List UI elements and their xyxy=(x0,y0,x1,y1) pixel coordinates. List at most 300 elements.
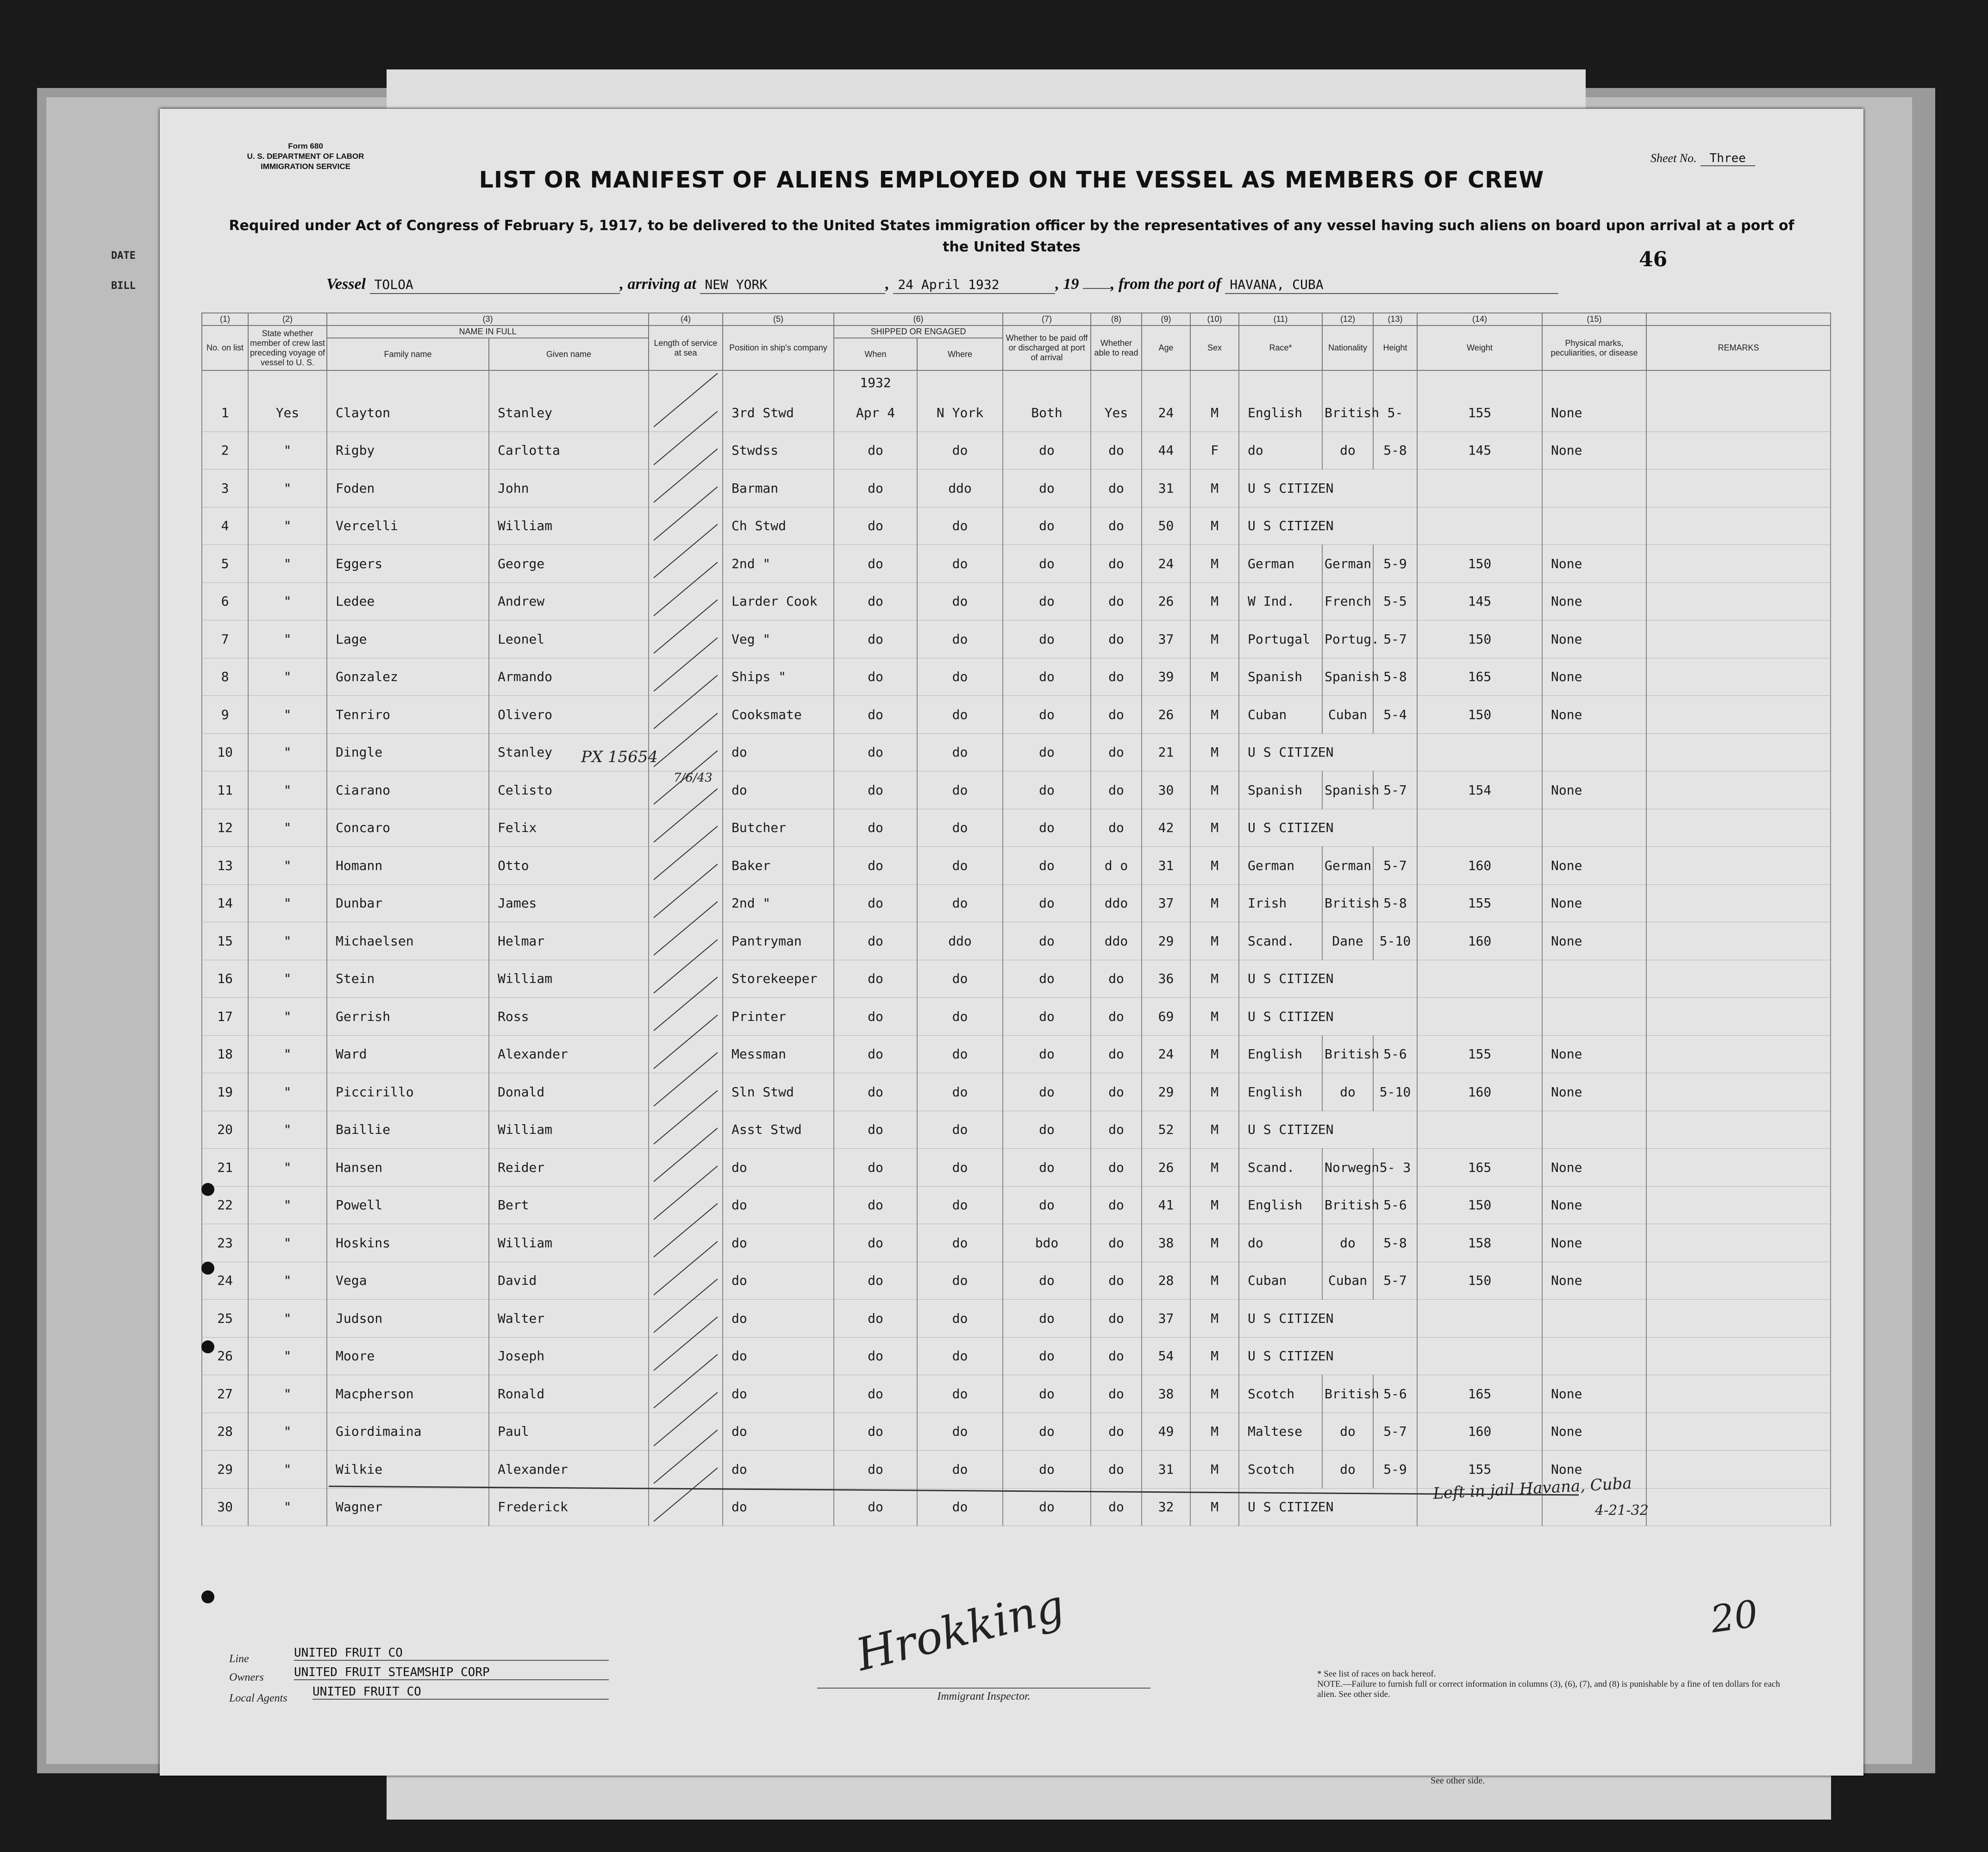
prior-voyage-cell: " xyxy=(248,582,327,620)
given-name-cell: Celisto xyxy=(489,771,649,809)
list-number-cell: 10 xyxy=(202,733,248,771)
crew-row xyxy=(202,1375,1831,1413)
nationality-cell: Norwegn xyxy=(1322,1149,1373,1187)
physical-marks-cell xyxy=(1542,960,1646,998)
weight-cell: 150 xyxy=(1417,545,1542,583)
list-number-cell: 18 xyxy=(202,1035,248,1073)
position-cell: do xyxy=(723,771,834,809)
crew-row xyxy=(202,1224,1831,1262)
crew-row xyxy=(202,620,1831,658)
prior-voyage-cell: " xyxy=(248,998,327,1036)
agents-label: Local Agents xyxy=(229,1692,288,1704)
punch-hole xyxy=(201,1590,214,1603)
shipped-when-cell: do xyxy=(834,620,917,658)
prior-voyage-cell: " xyxy=(248,1224,327,1262)
sex-cell: M xyxy=(1190,582,1239,620)
position-cell: do xyxy=(723,1186,834,1224)
page-subtitle: Required under Act of Congress of February 5, 1917, to be delivered to the United States immigration officer by the representatives of any vessel having such aliens on board upon arrival at a port of the United States xyxy=(229,218,1794,255)
length-of-service-cell xyxy=(649,1224,723,1262)
crew-row xyxy=(202,432,1831,469)
crew-row xyxy=(202,922,1831,960)
col-shipped-header: SHIPPED OR ENGAGED xyxy=(834,325,1003,338)
age-cell: 24 xyxy=(1142,545,1190,583)
nationality-cell: Spanish xyxy=(1322,658,1373,696)
nationality-cell: German xyxy=(1322,847,1373,885)
crew-row xyxy=(202,1413,1831,1451)
list-number-cell: 27 xyxy=(202,1375,248,1413)
physical-marks-cell xyxy=(1542,1111,1646,1149)
remarks-cell xyxy=(1646,1337,1831,1375)
age-cell: 38 xyxy=(1142,1224,1190,1262)
length-of-service-cell xyxy=(649,1149,723,1187)
weight-cell: 155 xyxy=(1417,394,1542,432)
length-of-service-cell xyxy=(649,507,723,545)
position-cell: Sln Stwd xyxy=(723,1073,834,1111)
sex-cell: M xyxy=(1190,469,1239,507)
list-number-cell: 7 xyxy=(202,620,248,658)
prior-voyage-cell: " xyxy=(248,696,327,734)
sex-cell: M xyxy=(1190,1451,1239,1489)
able-to-read-cell: ddo xyxy=(1091,884,1142,922)
able-to-read-cell: do xyxy=(1091,696,1142,734)
shipped-when-cell: do xyxy=(834,809,917,847)
nationality-cell: do xyxy=(1322,1413,1373,1451)
races-note: * See list of races on back hereof. xyxy=(1317,1669,1436,1679)
remarks-cell xyxy=(1646,1375,1831,1413)
remarks-cell xyxy=(1646,620,1831,658)
nationality-cell: Portug. xyxy=(1322,620,1373,658)
col-where-header: Where xyxy=(917,338,1003,370)
position-cell: do xyxy=(723,1413,834,1451)
col-marks-header: Physical marks, peculiarities, or disease xyxy=(1542,325,1646,370)
position-cell: do xyxy=(723,1300,834,1338)
paid-off-cell: do xyxy=(1003,1375,1091,1413)
physical-marks-cell xyxy=(1542,1300,1646,1338)
remarks-cell xyxy=(1646,1073,1831,1111)
given-name-cell: William xyxy=(489,1111,649,1149)
shipped-when-cell: do xyxy=(834,771,917,809)
shipped-where-cell: do xyxy=(917,1337,1003,1375)
remarks-cell xyxy=(1646,1149,1831,1187)
shipped-where-cell: ddo xyxy=(917,469,1003,507)
physical-marks-cell: None xyxy=(1542,1375,1646,1413)
sex-cell: M xyxy=(1190,809,1239,847)
list-number-cell: 9 xyxy=(202,696,248,734)
crew-row xyxy=(202,545,1831,583)
weight-cell xyxy=(1417,1300,1542,1338)
service-name: IMMIGRATION SERVICE xyxy=(261,162,350,171)
prior-voyage-cell: " xyxy=(248,1186,327,1224)
paid-off-cell: do xyxy=(1003,545,1091,583)
length-of-service-cell xyxy=(649,733,723,771)
prior-voyage-cell: " xyxy=(248,658,327,696)
shipped-where-cell: do xyxy=(917,1224,1003,1262)
list-number-cell: 21 xyxy=(202,1149,248,1187)
col-num: (10) xyxy=(1190,313,1239,325)
length-of-service-cell xyxy=(649,1451,723,1489)
col-num: (14) xyxy=(1417,313,1542,325)
given-name-cell: Joseph xyxy=(489,1337,649,1375)
race-cell: English xyxy=(1239,1035,1322,1073)
weight-cell xyxy=(1417,1111,1542,1149)
given-name-cell: Walter xyxy=(489,1300,649,1338)
sex-cell: M xyxy=(1190,696,1239,734)
height-cell: 5-8 xyxy=(1373,1224,1417,1262)
given-name-cell: Felix xyxy=(489,809,649,847)
nationality-cell: British xyxy=(1322,394,1373,432)
remarks-cell xyxy=(1646,1488,1831,1526)
shipped-when-cell: do xyxy=(834,922,917,960)
length-of-service-cell xyxy=(649,394,723,432)
able-to-read-cell: do xyxy=(1091,1262,1142,1300)
shipped-when-cell: do xyxy=(834,1262,917,1300)
prior-voyage-cell: " xyxy=(248,960,327,998)
paid-off-cell: do xyxy=(1003,1035,1091,1073)
prior-voyage-cell: " xyxy=(248,1035,327,1073)
handwritten-px-date: 7/6/43 xyxy=(674,771,713,785)
able-to-read-cell: do xyxy=(1091,1375,1142,1413)
weight-cell: 150 xyxy=(1417,1186,1542,1224)
crew-row xyxy=(202,884,1831,922)
department-name: U. S. DEPARTMENT OF LABOR xyxy=(247,152,364,161)
position-cell: Larder Cook xyxy=(723,582,834,620)
height-cell: 5-10 xyxy=(1373,1073,1417,1111)
length-of-service-cell xyxy=(649,1035,723,1073)
col-num: (13) xyxy=(1373,313,1417,325)
age-cell: 30 xyxy=(1142,771,1190,809)
paid-off-cell: do xyxy=(1003,582,1091,620)
col-remarks-header: REMARKS xyxy=(1646,325,1831,370)
length-of-service-cell xyxy=(649,1488,723,1526)
crew-row xyxy=(202,582,1831,620)
shipped-where-cell: do xyxy=(917,1413,1003,1451)
position-cell: Ships " xyxy=(723,658,834,696)
length-of-service-cell xyxy=(649,582,723,620)
position-cell: Stwdss xyxy=(723,432,834,469)
age-cell: 37 xyxy=(1142,620,1190,658)
able-to-read-cell: do xyxy=(1091,809,1142,847)
remarks-cell xyxy=(1646,658,1831,696)
inspector-signature: Hrokking xyxy=(851,1579,1069,1681)
race-cell: Scand. xyxy=(1239,922,1322,960)
race-cell: do xyxy=(1239,432,1322,469)
list-number-cell: 4 xyxy=(202,507,248,545)
given-name-cell: Bert xyxy=(489,1186,649,1224)
family-name-cell: Homann xyxy=(327,847,489,885)
paid-off-cell: do xyxy=(1003,658,1091,696)
weight-cell: 150 xyxy=(1417,620,1542,658)
paid-off-cell: do xyxy=(1003,1300,1091,1338)
shipped-where-cell: do xyxy=(917,847,1003,885)
shipped-where-cell: do xyxy=(917,620,1003,658)
form-number: Form 680 xyxy=(288,142,323,150)
remarks-cell xyxy=(1646,884,1831,922)
list-number-cell: 17 xyxy=(202,998,248,1036)
shipped-when-cell: do xyxy=(834,1224,917,1262)
col-family-header: Family name xyxy=(327,338,489,370)
physical-marks-cell xyxy=(1542,733,1646,771)
sex-cell: M xyxy=(1190,771,1239,809)
length-of-service-cell xyxy=(649,1111,723,1149)
shipped-when-cell: do xyxy=(834,1035,917,1073)
shipped-where-cell: do xyxy=(917,1149,1003,1187)
able-to-read-cell: do xyxy=(1091,1488,1142,1526)
position-cell: 2nd " xyxy=(723,545,834,583)
sex-cell: M xyxy=(1190,1337,1239,1375)
physical-marks-cell: None xyxy=(1542,1149,1646,1187)
list-number-cell: 26 xyxy=(202,1337,248,1375)
shipped-where-cell: do xyxy=(917,1451,1003,1489)
crew-row xyxy=(202,469,1831,507)
sex-cell: M xyxy=(1190,1186,1239,1224)
sex-cell: M xyxy=(1190,847,1239,885)
remarks-cell xyxy=(1646,507,1831,545)
physical-marks-cell: None xyxy=(1542,582,1646,620)
race-cell: U S CITIZEN xyxy=(1239,809,1417,847)
shipped-where-cell: do xyxy=(917,545,1003,583)
given-name-cell: Reider xyxy=(489,1149,649,1187)
length-of-service-cell xyxy=(649,469,723,507)
col-paid-header: Whether to be paid off or discharged at port of arrival xyxy=(1003,325,1091,370)
height-cell: 5- xyxy=(1373,394,1417,432)
paid-off-cell: do xyxy=(1003,1337,1091,1375)
physical-marks-cell: None xyxy=(1542,1186,1646,1224)
able-to-read-cell: do xyxy=(1091,1111,1142,1149)
prior-voyage-cell: " xyxy=(248,1375,327,1413)
given-name-cell: David xyxy=(489,1262,649,1300)
length-of-service-cell xyxy=(649,1262,723,1300)
length-of-service-cell xyxy=(649,1073,723,1111)
prior-voyage-cell: " xyxy=(248,1111,327,1149)
given-name-cell: Paul xyxy=(489,1413,649,1451)
nationality-cell: Cuban xyxy=(1322,1262,1373,1300)
able-to-read-cell: do xyxy=(1091,1035,1142,1073)
shipped-where-cell: do xyxy=(917,1262,1003,1300)
list-number-cell: 28 xyxy=(202,1413,248,1451)
given-name-cell: Frederick xyxy=(489,1488,649,1526)
able-to-read-cell: do xyxy=(1091,1300,1142,1338)
able-to-read-cell: do xyxy=(1091,620,1142,658)
race-cell: U S CITIZEN xyxy=(1239,1337,1417,1375)
crew-row xyxy=(202,658,1831,696)
paid-off-cell: do xyxy=(1003,620,1091,658)
age-cell: 29 xyxy=(1142,1073,1190,1111)
col-num: (9) xyxy=(1142,313,1190,325)
age-cell: 44 xyxy=(1142,432,1190,469)
shipped-year: 1932 xyxy=(834,370,917,394)
shipped-when-cell: do xyxy=(834,733,917,771)
family-name-cell: Piccirillo xyxy=(327,1073,489,1111)
physical-marks-cell xyxy=(1542,469,1646,507)
col-age-header: Age xyxy=(1142,325,1190,370)
punch-hole xyxy=(201,1340,214,1353)
shipped-where-cell: do xyxy=(917,1111,1003,1149)
position-cell: Ch Stwd xyxy=(723,507,834,545)
given-name-cell: Donald xyxy=(489,1073,649,1111)
race-cell: Irish xyxy=(1239,884,1322,922)
paid-off-cell: do xyxy=(1003,1413,1091,1451)
height-cell: 5-8 xyxy=(1373,658,1417,696)
crew-table xyxy=(201,313,1831,1526)
position-cell: do xyxy=(723,1149,834,1187)
remarks-cell xyxy=(1646,1451,1831,1489)
given-name-cell: Stanley xyxy=(489,394,649,432)
remarks-cell xyxy=(1646,545,1831,583)
shipped-where-cell: do xyxy=(917,771,1003,809)
position-cell: do xyxy=(723,1451,834,1489)
able-to-read-cell: do xyxy=(1091,1186,1142,1224)
family-name-cell: Macpherson xyxy=(327,1375,489,1413)
col-height-header: Height xyxy=(1373,325,1417,370)
paid-off-cell: do xyxy=(1003,809,1091,847)
weight-cell: 165 xyxy=(1417,1149,1542,1187)
col-when-header: When xyxy=(834,338,917,370)
shipped-when-cell: Apr 4 xyxy=(834,394,917,432)
given-name-cell: Stanley xyxy=(489,733,649,771)
crew-row xyxy=(202,1073,1831,1111)
height-cell: 5-4 xyxy=(1373,696,1417,734)
crew-row xyxy=(202,1149,1831,1187)
given-name-cell: John xyxy=(489,469,649,507)
position-cell: do xyxy=(723,1224,834,1262)
paid-off-cell: do xyxy=(1003,507,1091,545)
shipped-when-cell: do xyxy=(834,1375,917,1413)
weight-cell xyxy=(1417,998,1542,1036)
family-name-cell: Ciarano xyxy=(327,771,489,809)
prior-voyage-cell: " xyxy=(248,847,327,885)
physical-marks-cell: None xyxy=(1542,1073,1646,1111)
list-number-cell: 2 xyxy=(202,432,248,469)
length-of-service-cell xyxy=(649,545,723,583)
shipped-when-cell: do xyxy=(834,1111,917,1149)
fine-note: NOTE.—Failure to furnish full or correct information in columns (3), (6), (7), and (8) is punishable by a fine of ten dollars for each alien. See other side. xyxy=(1317,1679,1780,1699)
race-cell: W Ind. xyxy=(1239,582,1322,620)
length-of-service-cell xyxy=(649,1413,723,1451)
col-length-header: Length of service at sea xyxy=(649,325,723,370)
length-of-service-cell xyxy=(649,847,723,885)
nationality-cell: do xyxy=(1322,1224,1373,1262)
paid-off-cell: do xyxy=(1003,1111,1091,1149)
race-cell: do xyxy=(1239,1224,1322,1262)
physical-marks-cell: None xyxy=(1542,922,1646,960)
length-of-service-cell xyxy=(649,884,723,922)
col-num: (2) xyxy=(248,313,327,325)
crew-row xyxy=(202,1262,1831,1300)
position-cell: Barman xyxy=(723,469,834,507)
paid-off-cell: do xyxy=(1003,847,1091,885)
col-num: (6) xyxy=(834,313,1003,325)
shipped-where-cell: do xyxy=(917,1375,1003,1413)
list-number-cell: 25 xyxy=(202,1300,248,1338)
shipped-when-cell: do xyxy=(834,1413,917,1451)
given-name-cell: Andrew xyxy=(489,582,649,620)
prior-voyage-cell: " xyxy=(248,884,327,922)
sex-cell: M xyxy=(1190,960,1239,998)
inspector-label: Immigrant Inspector. xyxy=(817,1688,1150,1703)
position-cell: do xyxy=(723,733,834,771)
given-name-cell: Ronald xyxy=(489,1375,649,1413)
position-cell: Printer xyxy=(723,998,834,1036)
sex-cell: M xyxy=(1190,1035,1239,1073)
col-given-header: Given name xyxy=(489,338,649,370)
position-cell: Cooksmate xyxy=(723,696,834,734)
shipped-where-cell: N York xyxy=(917,394,1003,432)
able-to-read-cell: do xyxy=(1091,1451,1142,1489)
family-name-cell: Giordimaina xyxy=(327,1413,489,1451)
punch-hole xyxy=(201,1262,214,1275)
remarks-cell xyxy=(1646,960,1831,998)
col-num: (8) xyxy=(1091,313,1142,325)
weight-cell: 158 xyxy=(1417,1224,1542,1262)
height-cell: 5-8 xyxy=(1373,884,1417,922)
prior-voyage-cell: " xyxy=(248,1149,327,1187)
race-cell: Spanish xyxy=(1239,658,1322,696)
position-cell: do xyxy=(723,1375,834,1413)
race-cell: Cuban xyxy=(1239,1262,1322,1300)
prior-voyage-cell: " xyxy=(248,922,327,960)
given-name-cell: William xyxy=(489,1224,649,1262)
sheet-number-value: Three xyxy=(1700,151,1755,166)
crew-row xyxy=(202,1186,1831,1224)
able-to-read-cell: do xyxy=(1091,469,1142,507)
physical-marks-cell xyxy=(1542,1337,1646,1375)
col-num: (7) xyxy=(1003,313,1091,325)
weight-cell: 165 xyxy=(1417,658,1542,696)
shipped-where-cell: do xyxy=(917,733,1003,771)
family-name-cell: Eggers xyxy=(327,545,489,583)
race-cell: U S CITIZEN xyxy=(1239,1488,1417,1526)
sex-cell: M xyxy=(1190,1375,1239,1413)
paid-off-cell: do xyxy=(1003,696,1091,734)
age-cell: 21 xyxy=(1142,733,1190,771)
paid-off-cell: do xyxy=(1003,922,1091,960)
line-label: Line xyxy=(229,1653,249,1665)
race-cell: U S CITIZEN xyxy=(1239,507,1417,545)
paid-off-cell: do xyxy=(1003,1488,1091,1526)
col-sex-header: Sex xyxy=(1190,325,1239,370)
weight-cell: 160 xyxy=(1417,1073,1542,1111)
paid-off-cell: do xyxy=(1003,771,1091,809)
prior-voyage-cell: " xyxy=(248,432,327,469)
agents-value: UNITED FRUIT CO xyxy=(313,1685,609,1700)
list-number-cell: 5 xyxy=(202,545,248,583)
from-port-label: , from the port of xyxy=(1110,275,1221,293)
physical-marks-cell: None xyxy=(1542,658,1646,696)
shipped-when-cell: do xyxy=(834,432,917,469)
list-number-cell: 22 xyxy=(202,1186,248,1224)
shipped-where-cell: do xyxy=(917,960,1003,998)
race-cell: German xyxy=(1239,847,1322,885)
able-to-read-cell: do xyxy=(1091,998,1142,1036)
able-to-read-cell: do xyxy=(1091,507,1142,545)
sex-cell: M xyxy=(1190,1488,1239,1526)
departure-port: HAVANA, CUBA xyxy=(1225,277,1558,294)
nationality-cell: do xyxy=(1322,432,1373,469)
age-cell: 26 xyxy=(1142,696,1190,734)
position-cell: Storekeeper xyxy=(723,960,834,998)
list-number-cell: 15 xyxy=(202,922,248,960)
family-name-cell: Clayton xyxy=(327,394,489,432)
list-number-cell: 6 xyxy=(202,582,248,620)
position-cell: Messman xyxy=(723,1035,834,1073)
col-num: (5) xyxy=(723,313,834,325)
weight-cell: 155 xyxy=(1417,884,1542,922)
able-to-read-cell: do xyxy=(1091,960,1142,998)
weight-cell xyxy=(1417,507,1542,545)
able-to-read-cell: do xyxy=(1091,1337,1142,1375)
paid-off-cell: do xyxy=(1003,1149,1091,1187)
race-cell: U S CITIZEN xyxy=(1239,469,1417,507)
